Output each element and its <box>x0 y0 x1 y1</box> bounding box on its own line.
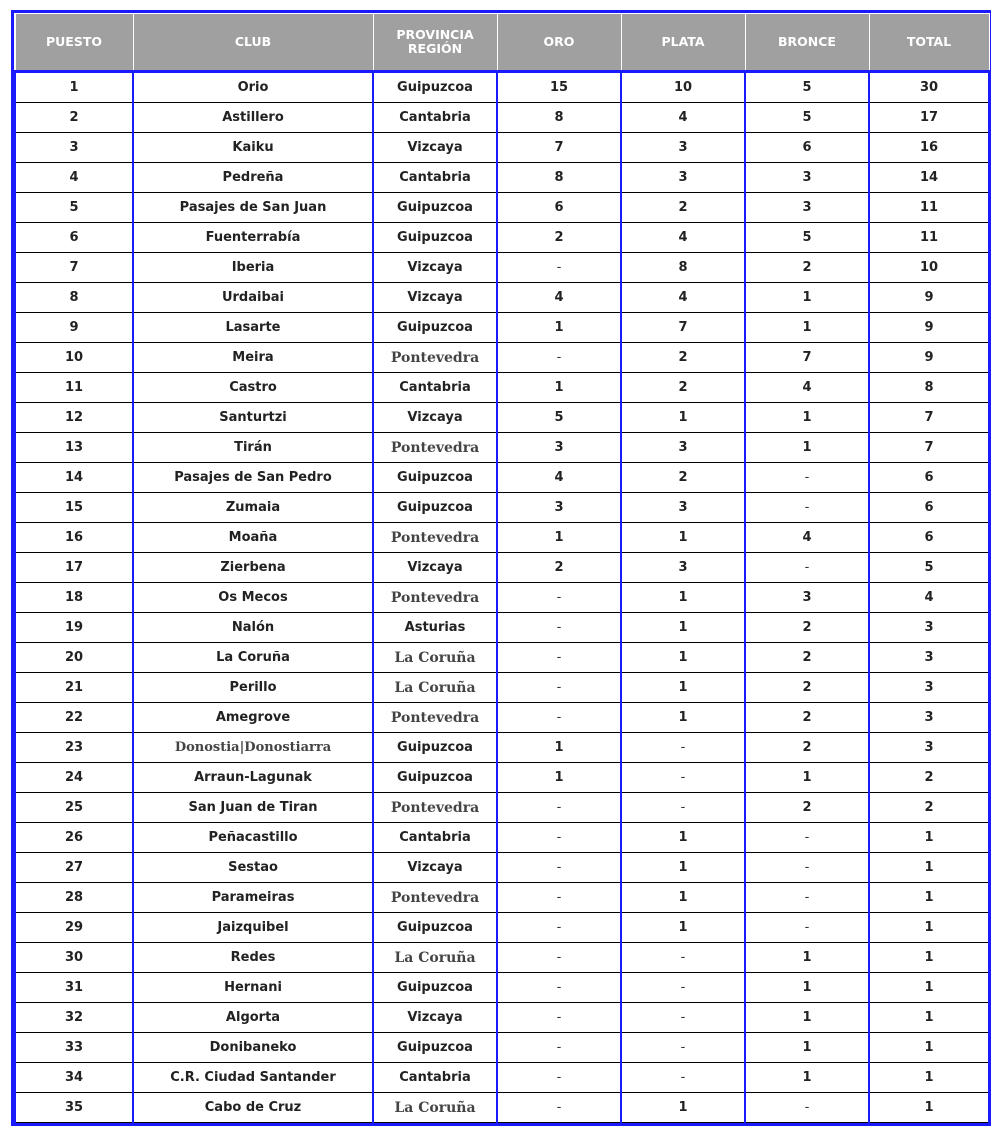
club-cell: Tirán <box>133 433 373 463</box>
gold-cell: 6 <box>497 193 621 223</box>
province-cell: Cantabria <box>373 103 497 133</box>
bronze-cell: 1 <box>745 973 869 1003</box>
table-row <box>15 793 989 823</box>
silver-cell: 2 <box>621 373 745 403</box>
silver-cell: 4 <box>621 283 745 313</box>
table-row <box>15 853 989 883</box>
silver-cell: - <box>621 763 745 793</box>
total-cell: 16 <box>869 133 989 163</box>
club-cell: Fuenterrabía <box>133 223 373 253</box>
province-cell: La Coruña <box>373 943 497 973</box>
table-row <box>15 463 989 493</box>
club-cell: Castro <box>133 373 373 403</box>
province-cell: Guipuzcoa <box>373 913 497 943</box>
gold-cell: 7 <box>497 133 621 163</box>
table-row <box>15 403 989 433</box>
province-cell: Vizcaya <box>373 133 497 163</box>
header-bronce: BRONCE <box>745 14 869 72</box>
province-cell: Pontevedra <box>373 583 497 613</box>
club-cell: Lasarte <box>133 313 373 343</box>
gold-cell: 3 <box>497 493 621 523</box>
silver-cell: 4 <box>621 223 745 253</box>
gold-cell: - <box>497 853 621 883</box>
bronze-cell: - <box>745 913 869 943</box>
bronze-cell: 1 <box>745 1063 869 1093</box>
header-provincia <box>373 14 497 72</box>
total-cell: 1 <box>869 853 989 883</box>
silver-cell: - <box>621 943 745 973</box>
province-cell: La Coruña <box>373 1093 497 1123</box>
table-row <box>15 493 989 523</box>
bronze-cell: 2 <box>745 703 869 733</box>
province-cell: Guipuzcoa <box>373 973 497 1003</box>
table-row <box>15 103 989 133</box>
total-cell: 1 <box>869 973 989 1003</box>
club-cell: Donostia|Donostiarra <box>133 733 373 763</box>
rank-cell: 16 <box>15 523 133 553</box>
club-cell: Algorta <box>133 1003 373 1033</box>
silver-cell: 2 <box>621 193 745 223</box>
rank-cell: 25 <box>15 793 133 823</box>
gold-cell: - <box>497 823 621 853</box>
bronze-cell: 1 <box>745 763 869 793</box>
gold-cell: - <box>497 253 621 283</box>
silver-cell: 1 <box>621 823 745 853</box>
gold-cell: - <box>497 643 621 673</box>
table-row <box>15 163 989 193</box>
silver-cell: 10 <box>621 72 745 103</box>
province-cell: Guipuzcoa <box>373 193 497 223</box>
bronze-cell: 1 <box>745 313 869 343</box>
bronze-cell: 6 <box>745 133 869 163</box>
silver-cell: 1 <box>621 703 745 733</box>
rank-cell: 2 <box>15 103 133 133</box>
gold-cell: - <box>497 673 621 703</box>
club-cell: San Juan de Tiran <box>133 793 373 823</box>
total-cell: 5 <box>869 553 989 583</box>
total-cell: 3 <box>869 613 989 643</box>
rank-cell: 14 <box>15 463 133 493</box>
province-cell: Pontevedra <box>373 703 497 733</box>
silver-cell: 1 <box>621 883 745 913</box>
club-cell: Pasajes de San Pedro <box>133 463 373 493</box>
silver-cell: 7 <box>621 313 745 343</box>
bronze-cell: - <box>745 493 869 523</box>
rank-cell: 5 <box>15 193 133 223</box>
total-cell: 1 <box>869 1003 989 1033</box>
table-row <box>15 763 989 793</box>
rank-cell: 3 <box>15 133 133 163</box>
club-cell: Zierbena <box>133 553 373 583</box>
silver-cell: 1 <box>621 613 745 643</box>
rank-cell: 26 <box>15 823 133 853</box>
bronze-cell: 2 <box>745 253 869 283</box>
table-body <box>15 72 989 1123</box>
province-cell: Vizcaya <box>373 403 497 433</box>
header-oro: ORO <box>497 14 621 72</box>
province-cell: Cantabria <box>373 823 497 853</box>
gold-cell: - <box>497 583 621 613</box>
rank-cell: 10 <box>15 343 133 373</box>
rank-cell: 6 <box>15 223 133 253</box>
province-cell: Guipuzcoa <box>373 733 497 763</box>
silver-cell: 4 <box>621 103 745 133</box>
total-cell: 6 <box>869 463 989 493</box>
province-cell: Pontevedra <box>373 793 497 823</box>
total-cell: 1 <box>869 913 989 943</box>
rank-cell: 20 <box>15 643 133 673</box>
rank-cell: 11 <box>15 373 133 403</box>
club-cell: Urdaibai <box>133 283 373 313</box>
club-cell: Os Mecos <box>133 583 373 613</box>
header-provincia-line2: REGIÓN <box>407 41 463 56</box>
header-plata: PLATA <box>621 14 745 72</box>
bronze-cell: 4 <box>745 373 869 403</box>
total-cell: 1 <box>869 943 989 973</box>
table-row <box>15 913 989 943</box>
rank-cell: 23 <box>15 733 133 763</box>
province-cell: Vizcaya <box>373 1003 497 1033</box>
bronze-cell: 1 <box>745 1003 869 1033</box>
rank-cell: 28 <box>15 883 133 913</box>
province-cell: Vizcaya <box>373 853 497 883</box>
table-row <box>15 223 989 253</box>
province-cell: Pontevedra <box>373 523 497 553</box>
total-cell: 4 <box>869 583 989 613</box>
total-cell: 1 <box>869 1063 989 1093</box>
club-cell: Amegrove <box>133 703 373 733</box>
bronze-cell: 2 <box>745 733 869 763</box>
club-cell: Kaiku <box>133 133 373 163</box>
gold-cell: 8 <box>497 163 621 193</box>
rank-cell: 22 <box>15 703 133 733</box>
rank-cell: 27 <box>15 853 133 883</box>
gold-cell: - <box>497 883 621 913</box>
gold-cell: 4 <box>497 463 621 493</box>
rank-cell: 17 <box>15 553 133 583</box>
province-cell: Cantabria <box>373 373 497 403</box>
silver-cell: 3 <box>621 163 745 193</box>
rank-cell: 1 <box>15 72 133 103</box>
bronze-cell: - <box>745 463 869 493</box>
province-cell: Pontevedra <box>373 343 497 373</box>
silver-cell: 1 <box>621 403 745 433</box>
province-cell: Vizcaya <box>373 253 497 283</box>
province-cell: Guipuzcoa <box>373 1033 497 1063</box>
province-cell: La Coruña <box>373 643 497 673</box>
total-cell: 6 <box>869 523 989 553</box>
total-cell: 30 <box>869 72 989 103</box>
gold-cell: - <box>497 1063 621 1093</box>
gold-cell: - <box>497 1003 621 1033</box>
gold-cell: 2 <box>497 223 621 253</box>
total-cell: 11 <box>869 193 989 223</box>
gold-cell: 1 <box>497 373 621 403</box>
table-row <box>15 613 989 643</box>
club-cell: Pedreña <box>133 163 373 193</box>
total-cell: 7 <box>869 403 989 433</box>
province-cell: Cantabria <box>373 1063 497 1093</box>
silver-cell: 3 <box>621 433 745 463</box>
total-cell: 14 <box>869 163 989 193</box>
table-row <box>15 433 989 463</box>
bronze-cell: 5 <box>745 223 869 253</box>
medal-table <box>14 13 990 1123</box>
total-cell: 17 <box>869 103 989 133</box>
bronze-cell: - <box>745 853 869 883</box>
total-cell: 1 <box>869 1093 989 1123</box>
club-cell: Arraun-Lagunak <box>133 763 373 793</box>
table-row <box>15 1063 989 1093</box>
total-cell: 9 <box>869 283 989 313</box>
bronze-cell: - <box>745 823 869 853</box>
rank-cell: 21 <box>15 673 133 703</box>
total-cell: 6 <box>869 493 989 523</box>
bronze-cell: 3 <box>745 193 869 223</box>
gold-cell: - <box>497 973 621 1003</box>
gold-cell: 4 <box>497 283 621 313</box>
table-row <box>15 643 989 673</box>
bronze-cell: 5 <box>745 72 869 103</box>
club-cell: Donibaneko <box>133 1033 373 1063</box>
silver-cell: 3 <box>621 553 745 583</box>
silver-cell: 3 <box>621 493 745 523</box>
rank-cell: 8 <box>15 283 133 313</box>
bronze-cell: 4 <box>745 523 869 553</box>
province-cell: Guipuzcoa <box>373 313 497 343</box>
total-cell: 3 <box>869 673 989 703</box>
gold-cell: - <box>497 343 621 373</box>
club-cell: Astillero <box>133 103 373 133</box>
gold-cell: - <box>497 913 621 943</box>
province-cell: Guipuzcoa <box>373 763 497 793</box>
silver-cell: - <box>621 1063 745 1093</box>
table-row <box>15 583 989 613</box>
bronze-cell: - <box>745 553 869 583</box>
bronze-cell: 2 <box>745 613 869 643</box>
province-cell: La Coruña <box>373 673 497 703</box>
total-cell: 2 <box>869 793 989 823</box>
bronze-cell: - <box>745 1093 869 1123</box>
total-cell: 7 <box>869 433 989 463</box>
silver-cell: 2 <box>621 343 745 373</box>
province-cell: Guipuzcoa <box>373 493 497 523</box>
rank-cell: 31 <box>15 973 133 1003</box>
rank-cell: 29 <box>15 913 133 943</box>
rank-cell: 9 <box>15 313 133 343</box>
gold-cell: - <box>497 613 621 643</box>
province-cell: Guipuzcoa <box>373 72 497 103</box>
total-cell: 1 <box>869 1033 989 1063</box>
bronze-cell: 3 <box>745 163 869 193</box>
header-club: CLUB <box>133 14 373 72</box>
bronze-cell: 1 <box>745 943 869 973</box>
header-total: TOTAL <box>869 14 989 72</box>
silver-cell: - <box>621 973 745 1003</box>
club-cell: C.R. Ciudad Santander <box>133 1063 373 1093</box>
club-cell: Nalón <box>133 613 373 643</box>
province-cell: Pontevedra <box>373 883 497 913</box>
table-row <box>15 553 989 583</box>
bronze-cell: 3 <box>745 583 869 613</box>
bronze-cell: 7 <box>745 343 869 373</box>
rank-cell: 30 <box>15 943 133 973</box>
table-row <box>15 343 989 373</box>
table-row <box>15 1093 989 1123</box>
club-cell: La Coruña <box>133 643 373 673</box>
silver-cell: 1 <box>621 913 745 943</box>
gold-cell: 5 <box>497 403 621 433</box>
table-row <box>15 673 989 703</box>
header-puesto: PUESTO <box>15 14 133 72</box>
silver-cell: 1 <box>621 853 745 883</box>
club-cell: Perillo <box>133 673 373 703</box>
rank-cell: 15 <box>15 493 133 523</box>
rank-cell: 4 <box>15 163 133 193</box>
table-row <box>15 1003 989 1033</box>
total-cell: 9 <box>869 313 989 343</box>
gold-cell: 8 <box>497 103 621 133</box>
total-cell: 3 <box>869 703 989 733</box>
gold-cell: 1 <box>497 733 621 763</box>
table-row <box>15 72 989 103</box>
bronze-cell: 5 <box>745 103 869 133</box>
table-row <box>15 193 989 223</box>
silver-cell: 1 <box>621 643 745 673</box>
gold-cell: 1 <box>497 523 621 553</box>
gold-cell: - <box>497 703 621 733</box>
table-row <box>15 313 989 343</box>
silver-cell: 2 <box>621 463 745 493</box>
club-cell: Orio <box>133 72 373 103</box>
club-cell: Cabo de Cruz <box>133 1093 373 1123</box>
club-cell: Hernani <box>133 973 373 1003</box>
silver-cell: 1 <box>621 673 745 703</box>
gold-cell: - <box>497 943 621 973</box>
gold-cell: - <box>497 1033 621 1063</box>
table-row <box>15 133 989 163</box>
silver-cell: 1 <box>621 1093 745 1123</box>
club-cell: Parameiras <box>133 883 373 913</box>
table-row <box>15 373 989 403</box>
bronze-cell: 1 <box>745 403 869 433</box>
total-cell: 1 <box>869 823 989 853</box>
table-row <box>15 973 989 1003</box>
club-cell: Redes <box>133 943 373 973</box>
rank-cell: 24 <box>15 763 133 793</box>
silver-cell: 1 <box>621 523 745 553</box>
rank-cell: 33 <box>15 1033 133 1063</box>
table-row <box>15 703 989 733</box>
table-row <box>15 823 989 853</box>
silver-cell: 3 <box>621 133 745 163</box>
club-cell: Sestao <box>133 853 373 883</box>
rank-cell: 34 <box>15 1063 133 1093</box>
rank-cell: 13 <box>15 433 133 463</box>
club-cell: Peñacastillo <box>133 823 373 853</box>
table-row <box>15 733 989 763</box>
silver-cell: - <box>621 1033 745 1063</box>
total-cell: 3 <box>869 733 989 763</box>
rank-cell: 7 <box>15 253 133 283</box>
table-row <box>15 283 989 313</box>
club-cell: Meira <box>133 343 373 373</box>
bronze-cell: 1 <box>745 283 869 313</box>
silver-cell: - <box>621 1003 745 1033</box>
medal-table-frame <box>11 10 991 1126</box>
club-cell: Jaizquibel <box>133 913 373 943</box>
rank-cell: 32 <box>15 1003 133 1033</box>
total-cell: 2 <box>869 763 989 793</box>
table-row <box>15 523 989 553</box>
gold-cell: 3 <box>497 433 621 463</box>
gold-cell: 15 <box>497 72 621 103</box>
bronze-cell: - <box>745 883 869 913</box>
table-row <box>15 253 989 283</box>
club-cell: Zumaia <box>133 493 373 523</box>
gold-cell: 1 <box>497 313 621 343</box>
club-cell: Pasajes de San Juan <box>133 193 373 223</box>
bronze-cell: 1 <box>745 433 869 463</box>
province-cell: Asturias <box>373 613 497 643</box>
rank-cell: 18 <box>15 583 133 613</box>
club-cell: Iberia <box>133 253 373 283</box>
province-cell: Cantabria <box>373 163 497 193</box>
bronze-cell: 2 <box>745 673 869 703</box>
province-cell: Guipuzcoa <box>373 463 497 493</box>
province-cell: Pontevedra <box>373 433 497 463</box>
header-row <box>15 14 989 72</box>
table-row <box>15 883 989 913</box>
gold-cell: 1 <box>497 763 621 793</box>
gold-cell: - <box>497 1093 621 1123</box>
gold-cell: - <box>497 793 621 823</box>
club-cell: Moaña <box>133 523 373 553</box>
rank-cell: 19 <box>15 613 133 643</box>
rank-cell: 35 <box>15 1093 133 1123</box>
province-cell: Vizcaya <box>373 553 497 583</box>
total-cell: 3 <box>869 643 989 673</box>
club-cell: Santurtzi <box>133 403 373 433</box>
total-cell: 10 <box>869 253 989 283</box>
province-cell: Guipuzcoa <box>373 223 497 253</box>
total-cell: 1 <box>869 883 989 913</box>
bronze-cell: 2 <box>745 643 869 673</box>
rank-cell: 12 <box>15 403 133 433</box>
silver-cell: - <box>621 733 745 763</box>
table-row <box>15 1033 989 1063</box>
bronze-cell: 1 <box>745 1033 869 1063</box>
silver-cell: - <box>621 793 745 823</box>
total-cell: 11 <box>869 223 989 253</box>
province-cell: Vizcaya <box>373 283 497 313</box>
silver-cell: 1 <box>621 583 745 613</box>
table-row <box>15 943 989 973</box>
total-cell: 9 <box>869 343 989 373</box>
gold-cell: 2 <box>497 553 621 583</box>
header-provincia-line1: PROVINCIA <box>396 27 474 42</box>
silver-cell: 8 <box>621 253 745 283</box>
bronze-cell: 2 <box>745 793 869 823</box>
total-cell: 8 <box>869 373 989 403</box>
